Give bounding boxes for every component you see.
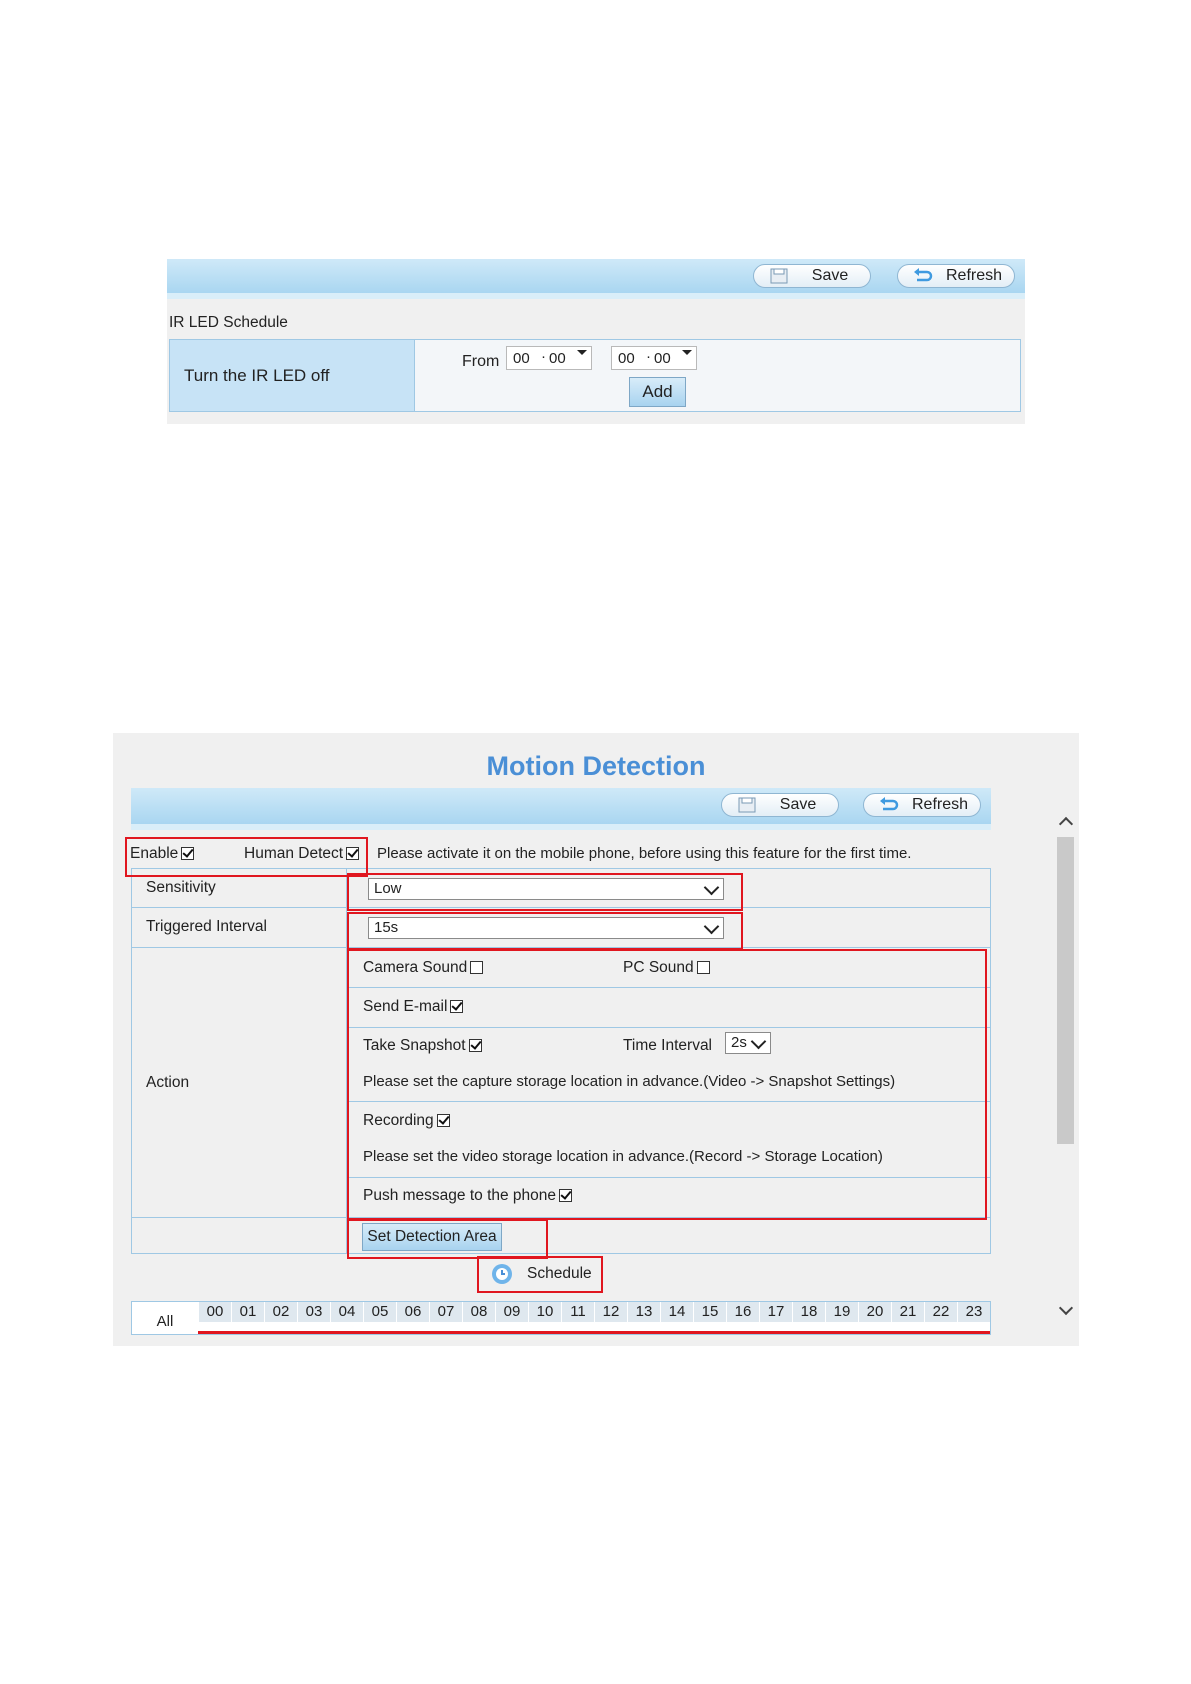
enable-option[interactable] [130, 845, 194, 863]
take-snapshot-label: Take Snapshot [363, 1037, 466, 1054]
push-message-option[interactable] [363, 1187, 572, 1205]
divider [346, 987, 990, 988]
hour-cell[interactable]: 20 [858, 1302, 891, 1322]
enable-checkbox[interactable] [181, 847, 194, 860]
add-button[interactable]: Add [629, 377, 686, 407]
push-checkbox[interactable] [559, 1189, 572, 1202]
hour-cell[interactable]: 22 [924, 1302, 957, 1322]
hour-cell[interactable]: 05 [363, 1302, 396, 1322]
take-snapshot-checkbox[interactable] [469, 1039, 482, 1052]
hour-cell[interactable]: 15 [693, 1302, 726, 1322]
send-email-label: Send E-mail [363, 998, 448, 1015]
hour-cell[interactable]: 13 [627, 1302, 660, 1322]
from-label: From [462, 353, 500, 370]
divider [346, 1177, 990, 1178]
motion-detection-panel [113, 733, 1079, 1346]
divider [132, 947, 990, 948]
hour-cell[interactable]: 04 [330, 1302, 363, 1322]
to-hour: 00 [618, 350, 635, 367]
divider [346, 869, 347, 1253]
camera-sound-checkbox[interactable] [470, 961, 483, 974]
hour-cell[interactable]: 23 [957, 1302, 990, 1322]
set-detection-area-button[interactable]: Set Detection Area [362, 1223, 502, 1251]
hour-cell[interactable]: 11 [561, 1302, 594, 1322]
snapshot-note: Please set the capture storage location in advance.(Video -> Snapshot Settings) [363, 1073, 896, 1090]
hour-cell[interactable]: 21 [891, 1302, 924, 1322]
camera-sound-option[interactable] [363, 959, 483, 977]
hour-cell[interactable]: 14 [660, 1302, 693, 1322]
push-label: Push message to the phone [363, 1187, 557, 1204]
divider [346, 1101, 990, 1102]
hour-cell[interactable]: 19 [825, 1302, 858, 1322]
ir-save-button[interactable] [753, 264, 871, 288]
hour-cell[interactable]: 06 [396, 1302, 429, 1322]
scroll-up-icon[interactable] [1059, 817, 1073, 831]
activate-note: Please activate it on the mobile phone, before using this feature for the first time. [377, 845, 912, 862]
hour-cell[interactable]: 01 [231, 1302, 264, 1322]
ir-section-title: IR LED Schedule [169, 314, 288, 331]
human-detect-label: Human Detect [244, 845, 344, 862]
triggered-interval-label: Triggered Interval [146, 918, 267, 935]
action-label: Action [146, 1074, 190, 1091]
caret-down-icon [577, 350, 587, 355]
send-email-checkbox[interactable] [450, 1000, 463, 1013]
chevron-down-icon [704, 880, 720, 896]
recording-note: Please set the video storage location in advance.(Record -> Storage Location) [363, 1148, 883, 1165]
md-save-button[interactable] [721, 793, 839, 817]
camera-sound-label: Camera Sound [363, 959, 468, 976]
ir-refresh-label: Refresh [945, 267, 1003, 284]
hour-cell[interactable]: 18 [792, 1302, 825, 1322]
clock-icon [491, 1263, 513, 1290]
md-toolbar [131, 788, 991, 830]
ir-row-label-cell [170, 340, 415, 411]
time-separator: · [541, 348, 546, 365]
scrollbar[interactable] [1055, 813, 1075, 1343]
hour-cell[interactable]: 12 [594, 1302, 627, 1322]
schedule-hour-grid[interactable] [131, 1301, 991, 1335]
page-title: Motion Detection [486, 751, 706, 781]
from-minute: 00 [549, 350, 566, 367]
schedule-all-button[interactable]: All [156, 1313, 174, 1330]
ir-row-label: Turn the IR LED off [184, 366, 330, 385]
hour-cell[interactable]: 03 [297, 1302, 330, 1322]
ir-refresh-button[interactable] [897, 264, 1015, 288]
hour-cell[interactable]: 00 [198, 1302, 231, 1322]
chevron-down-icon [751, 1034, 767, 1050]
sensitivity-value: Low [374, 880, 402, 897]
sensitivity-label: Sensitivity [146, 879, 216, 896]
hour-cell[interactable]: 10 [528, 1302, 561, 1322]
triggered-interval-value: 15s [374, 919, 399, 936]
md-refresh-label: Refresh [911, 796, 969, 813]
from-time-select[interactable] [506, 346, 592, 370]
motion-settings-table [131, 868, 991, 1254]
schedule-toggle[interactable] [487, 1258, 597, 1288]
recording-label: Recording [363, 1112, 434, 1129]
time-interval-select[interactable] [725, 1032, 771, 1054]
hour-cell[interactable]: 08 [462, 1302, 495, 1322]
ir-led-panel [167, 259, 1025, 424]
pc-sound-checkbox[interactable] [697, 961, 710, 974]
from-hour: 00 [513, 350, 530, 367]
human-detect-checkbox[interactable] [346, 847, 359, 860]
md-refresh-button[interactable] [863, 793, 981, 817]
recording-option[interactable] [363, 1112, 450, 1130]
pc-sound-option[interactable] [623, 959, 710, 977]
ir-toolbar [167, 259, 1025, 299]
hour-cell[interactable]: 17 [759, 1302, 792, 1322]
hour-cell[interactable]: 09 [495, 1302, 528, 1322]
chevron-down-icon [704, 919, 720, 935]
divider [132, 907, 990, 908]
time-separator: · [646, 348, 651, 365]
scroll-thumb[interactable] [1057, 837, 1074, 1144]
enable-label: Enable [130, 845, 179, 862]
caret-down-icon [682, 350, 692, 355]
recording-checkbox[interactable] [437, 1114, 450, 1127]
schedule-active-bar [198, 1331, 990, 1334]
to-time-select[interactable] [611, 346, 697, 370]
triggered-interval-select[interactable] [368, 917, 724, 939]
scroll-down-icon[interactable] [1059, 1301, 1073, 1315]
to-minute: 00 [654, 350, 671, 367]
md-save-label: Save [779, 796, 817, 813]
hour-cell[interactable]: 07 [429, 1302, 462, 1322]
ir-save-label: Save [811, 267, 849, 284]
take-snapshot-option[interactable] [363, 1037, 482, 1055]
human-detect-option[interactable] [244, 845, 359, 863]
sensitivity-select[interactable] [368, 878, 724, 900]
time-interval-label: Time Interval [623, 1037, 713, 1054]
divider [346, 1027, 990, 1028]
divider [132, 1217, 990, 1218]
ir-schedule-row [169, 339, 1021, 412]
hour-cell[interactable]: 16 [726, 1302, 759, 1322]
send-email-option[interactable] [363, 998, 463, 1016]
schedule-label: Schedule [527, 1265, 592, 1282]
pc-sound-label: PC Sound [623, 959, 694, 976]
time-interval-value: 2s [731, 1034, 747, 1051]
hour-cell[interactable]: 02 [264, 1302, 297, 1322]
